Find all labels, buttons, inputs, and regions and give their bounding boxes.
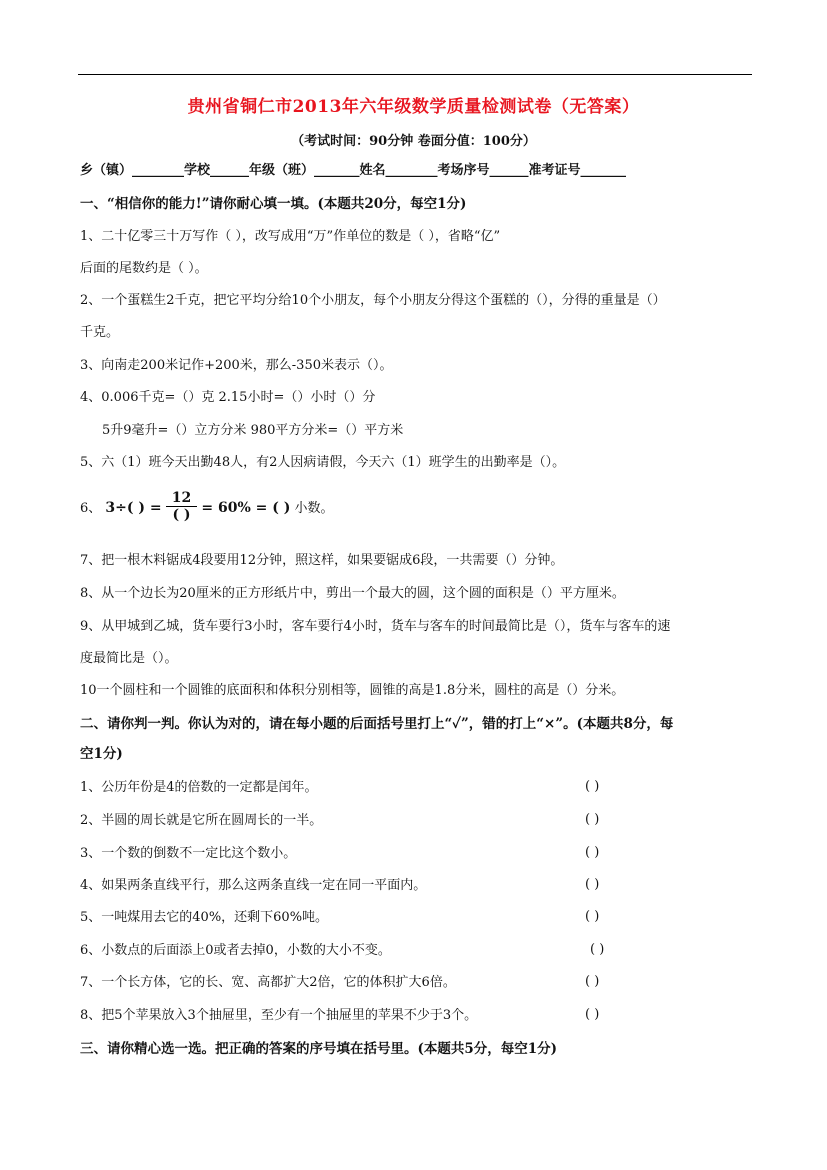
answer-bracket-3: ( ) (585, 845, 600, 860)
judge-item-2: 2、半圆的周长就是它所在圆周长的一半。 (80, 813, 323, 828)
answer-bracket-1: ( ) (585, 779, 600, 794)
answer-bracket-5: ( ) (585, 909, 600, 924)
judge-item-5: 5、一吨煤用去它的40%，还剩下60%吨。 (80, 910, 329, 925)
answer-bracket-6: ( ) (590, 942, 605, 957)
q2-line-a: 2、一个蛋糕生2千克，把它平均分给10个小朋友，每个小朋友分得这个蛋糕的（），分得的重量是（） (80, 293, 666, 308)
answer-bracket-8: ( ) (585, 1007, 600, 1022)
q4-line-a: 4、0.006千克=（）克 2.15小时=（）小时（）分 (80, 390, 376, 405)
student-info-line: 乡（镇）________学校______年级（班）_______姓名________考场序号______准考证号_______ (80, 163, 627, 178)
q9-line-a: 9、从甲城到乙城，货车要行3小时，客车要行4小时，货车与客车的时间最简比是（），货车与客车的速 (80, 619, 671, 634)
q1-line-b: 后面的尾数约是（ ）。 (80, 261, 208, 276)
section2-heading-a: 二、请你判一判。你认为对的，请在每小题的后面括号里打上“✓”，错的打上“×”。(本题共8分，每 (80, 716, 674, 732)
exam-subtitle: （考试时间：90分钟 卷面分值：100分） (291, 134, 536, 149)
judge-item-7: 7、一个长方体，它的长、宽、高都扩大2倍，它的体积扩大6倍。 (80, 975, 456, 990)
q1-line-a: 1、二十亿零三十万写作（ ），改写成用“万”作单位的数是（ ），省略“亿” (80, 229, 501, 244)
q4-line-b: 5升9毫升=（）立方分米 980平方分米=（）平方米 (102, 423, 404, 438)
q5: 5、六（1）班今天出勤48人，有2人因病请假，今天六（1）班学生的出勤率是（）。 (80, 455, 566, 470)
judge-item-4: 4、如果两条直线平行，那么这两条直线一定在同一平面内。 (80, 878, 427, 893)
judge-item-3: 3、一个数的倒数不一定比这个数小。 (80, 846, 297, 861)
q10: 10一个圆柱和一个圆锥的底面积和体积分别相等，圆锥的高是1.8分米，圆柱的高是（）分米。 (80, 683, 625, 698)
section3-heading: 三、请你精心选一选。把正确的答案的序号填在括号里。(本题共5分，每空1分) (80, 1041, 558, 1057)
section1-heading: 一、“相信你的能力!”请你耐心填一填。(本题共20分，每空1分) (80, 196, 467, 212)
q6-suffix: 小数。 (294, 501, 334, 516)
q6-numerator: 12 (166, 490, 197, 507)
q9-line-b: 度最简比是（）。 (80, 651, 178, 666)
answer-bracket-4: ( ) (585, 877, 600, 892)
judge-item-6: 6、小数点的后面添上0或者去掉0，小数的大小不变。 (80, 943, 391, 958)
q6-prefix: 6、 (80, 501, 102, 516)
q6-denominator: ( ) (172, 507, 191, 523)
q3: 3、向南走200米记作+200米，那么-350米表示（）。 (80, 358, 393, 373)
judge-item-1: 1、公历年份是4的倍数的一定都是闰年。 (80, 780, 318, 795)
exam-title: 贵州省铜仁市2013年六年级数学质量检测试卷（无答案） (187, 97, 640, 117)
q8: 8、从一个边长为20厘米的正方形纸片中，剪出一个最大的圆，这个圆的面积是（）平方厘米。 (80, 586, 625, 601)
q2-line-b: 千克。 (80, 325, 120, 340)
q6-part2: = 60% = ( ) (201, 500, 291, 516)
header-rule (78, 74, 752, 75)
q6-fraction (166, 490, 197, 523)
q7: 7、把一根木料锯成4段要用12分钟，照这样，如果要锯成6段，一共需要（）分钟。 (80, 553, 564, 568)
q6-part1: 3÷( ) = (105, 500, 162, 516)
judge-item-8: 8、把5个苹果放入3个抽屉里，至少有一个抽屉里的苹果不少于3个。 (80, 1008, 478, 1023)
answer-bracket-7: ( ) (585, 974, 600, 989)
section2-heading-b: 空1分) (80, 746, 123, 762)
answer-bracket-2: ( ) (585, 812, 600, 827)
q6 (80, 492, 334, 525)
